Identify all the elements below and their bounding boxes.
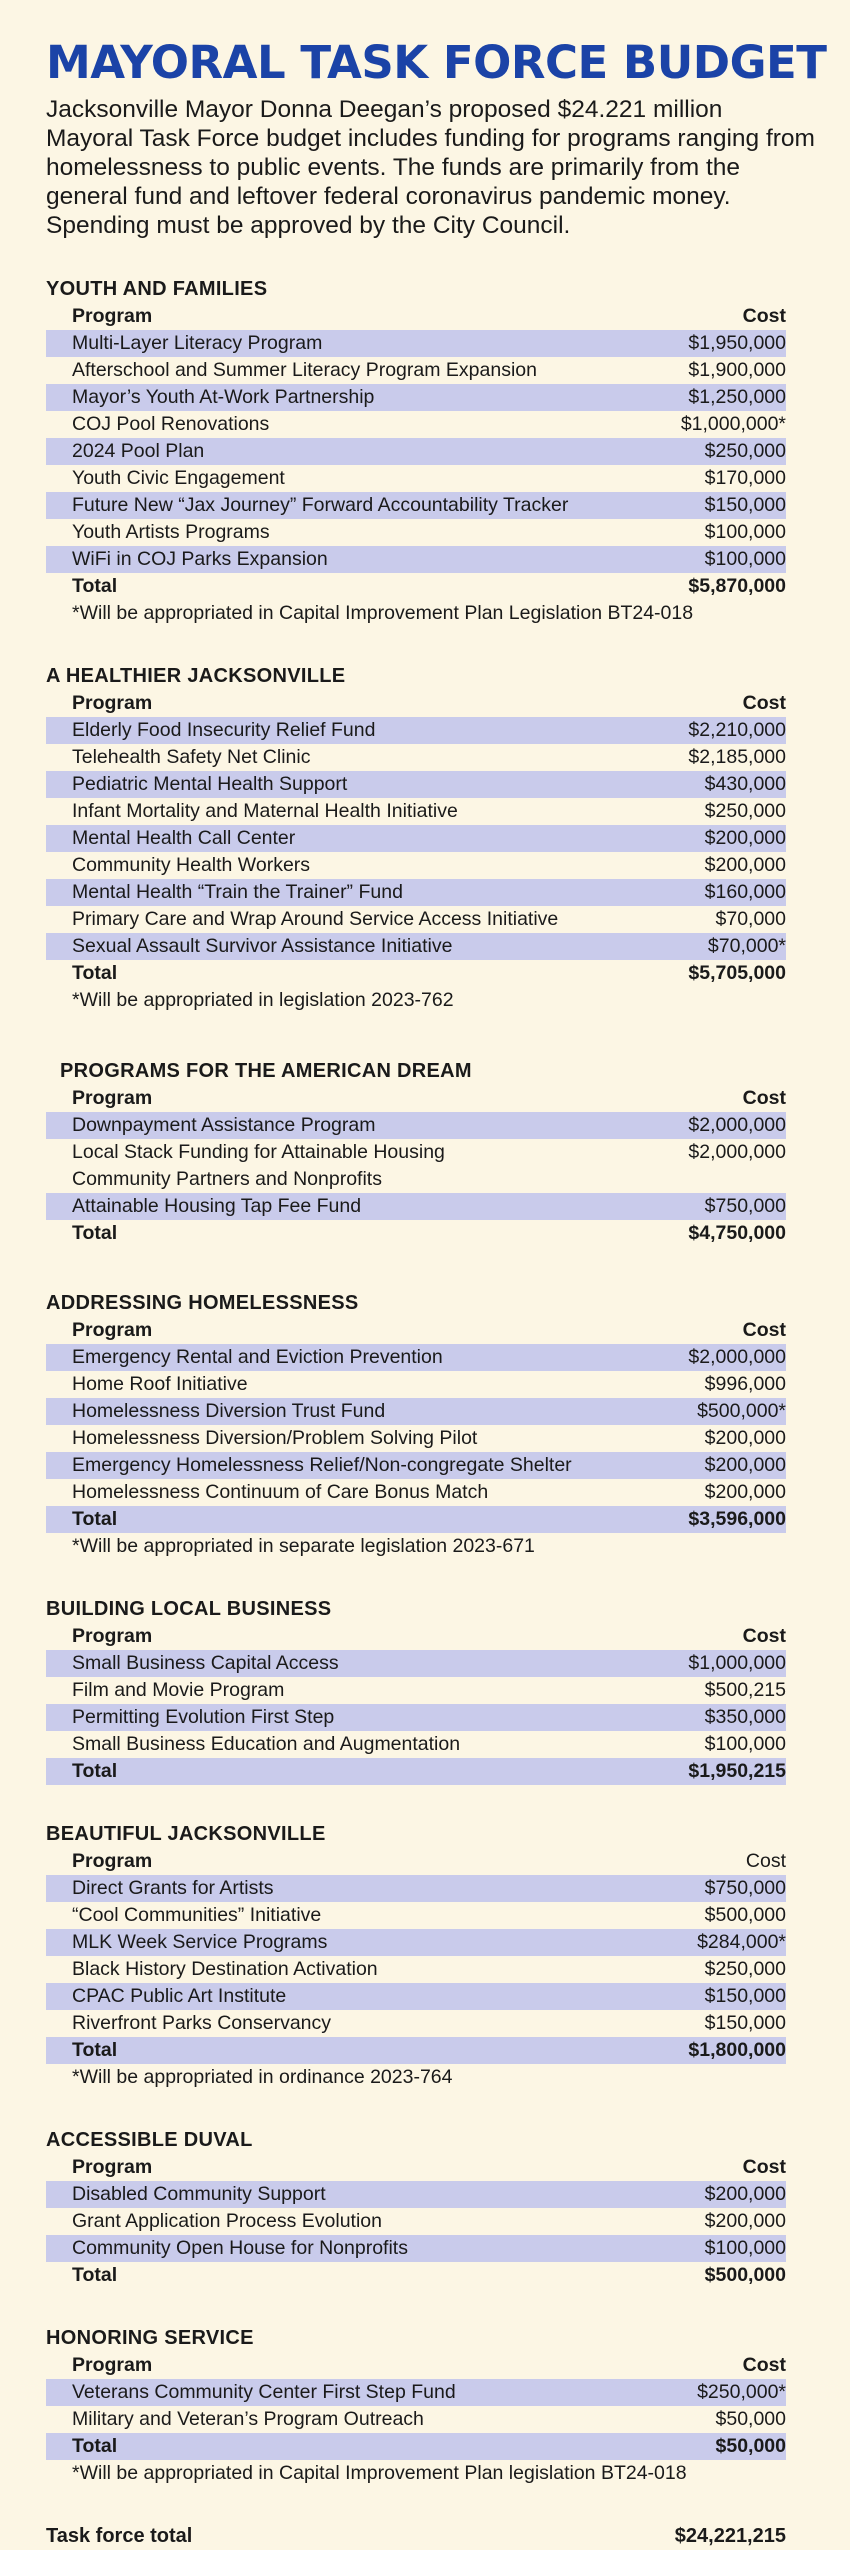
program-name: Attainable Housing Tap Fee Fund (72, 1195, 362, 1217)
budget-section (46, 1290, 808, 1560)
table-row (46, 798, 786, 825)
program-column-header: Program (72, 1850, 153, 1872)
total-value: $500,000 (704, 2264, 786, 2286)
table-row (46, 717, 786, 744)
budget-section (46, 276, 808, 627)
table-row (46, 438, 786, 465)
program-name: Military and Veteran’s Program Outreach (72, 2408, 424, 2430)
cost-column-header: Cost (742, 692, 786, 714)
program-name: “Cool Communities” Initiative (72, 1904, 322, 1926)
program-cost: $150,000 (704, 494, 786, 516)
table-row (46, 1731, 786, 1758)
program-column-header: Program (72, 692, 153, 714)
program-cost: $200,000 (704, 1481, 786, 1503)
program-name: Homelessness Diversion/Problem Solving Pilot (72, 1427, 478, 1449)
program-cost: $200,000 (704, 827, 786, 849)
table-row (46, 330, 786, 357)
total-label: Total (72, 962, 118, 984)
table-row (46, 357, 786, 384)
table-row (46, 2010, 786, 2037)
program-name: CPAC Public Art Institute (72, 1985, 287, 2007)
total-row (46, 960, 786, 987)
program-name: Youth Artists Programs (72, 521, 270, 543)
cost-column-header: Cost (742, 305, 786, 327)
total-value: $4,750,000 (688, 1222, 786, 1244)
table-header-row (46, 1085, 786, 1112)
budget-sections (44, 276, 808, 2487)
program-name: Small Business Education and Augmentation (72, 1733, 461, 1755)
total-row (46, 573, 786, 600)
grand-total-label: Task force total (46, 2525, 193, 2547)
program-cost: $1,950,000 (688, 332, 786, 354)
table-header-row (46, 303, 786, 330)
table-row (46, 1398, 786, 1425)
program-name: 2024 Pool Plan (72, 440, 205, 462)
program-name: Pediatric Mental Health Support (72, 773, 348, 795)
total-value: $1,800,000 (688, 2039, 786, 2061)
program-name: Downpayment Assistance Program (72, 1114, 376, 1136)
program-name: Primary Care and Wrap Around Service Access Initiative (72, 908, 559, 930)
table-row (46, 492, 786, 519)
program-cost: $750,000 (704, 1195, 786, 1217)
budget-section (46, 2127, 808, 2289)
program-column-header: Program (72, 305, 153, 327)
total-row (46, 1758, 786, 1785)
total-label: Total (72, 2435, 118, 2457)
program-name: Black History Destination Activation (72, 1958, 378, 1980)
program-cost: $1,000,000* (680, 413, 786, 435)
table-row (46, 465, 786, 492)
program-name: Direct Grants for Artists (72, 1877, 274, 1899)
section-title: PROGRAMS FOR THE AMERICAN DREAM (60, 1060, 472, 1082)
footnote: *Will be appropriated in Capital Improvement Plan Legislation BT24-018 (72, 602, 694, 624)
cost-column-header: Cost (742, 2354, 786, 2376)
grand-total-value: $24,221,215 (674, 2525, 786, 2547)
program-cost: $150,000 (704, 2012, 786, 2034)
cost-column-header: Cost (742, 1625, 786, 1647)
program-name: Film and Movie Program (72, 1679, 285, 1701)
total-value: $3,596,000 (688, 1508, 786, 1530)
table-row (46, 906, 786, 933)
program-column-header: Program (72, 1319, 153, 1341)
table-row (46, 825, 786, 852)
table-row (46, 1479, 786, 1506)
program-cost: $200,000 (704, 854, 786, 876)
program-cost: $200,000 (704, 1454, 786, 1476)
table-row (46, 2235, 786, 2262)
table-row (46, 411, 786, 438)
table-row (46, 744, 786, 771)
program-cost: $250,000 (704, 440, 786, 462)
program-cost: $70,000* (707, 935, 786, 957)
program-cost: $2,000,000 (688, 1141, 786, 1163)
table-header-row (46, 2352, 786, 2379)
program-name: COJ Pool Renovations (72, 413, 270, 435)
section-title: ADDRESSING HOMELESSNESS (46, 1292, 359, 1314)
program-cost: $200,000 (704, 2183, 786, 2205)
program-cost: $750,000 (704, 1877, 786, 1899)
section-title: A HEALTHIER JACKSONVILLE (46, 665, 346, 687)
program-cost: $1,250,000 (688, 386, 786, 408)
table-header-row (46, 1623, 786, 1650)
table-row (46, 1344, 786, 1371)
program-cost: $70,000 (715, 908, 786, 930)
table-row (46, 1193, 786, 1220)
total-label: Total (72, 1508, 118, 1530)
program-name: Disabled Community Support (72, 2183, 326, 2205)
program-name: Small Business Capital Access (72, 1652, 339, 1674)
table-header-row (46, 1848, 786, 1875)
program-name: Mayor’s Youth At-Work Partnership (72, 386, 375, 408)
total-row (46, 2037, 786, 2064)
program-name: Mental Health Call Center (72, 827, 296, 849)
program-cost: $250,000 (704, 1958, 786, 1980)
total-row (46, 1220, 786, 1247)
footnote: *Will be appropriated in Capital Improvement Plan legislation BT24-018 (72, 2462, 687, 2484)
table-row (46, 933, 786, 960)
table-row (46, 1929, 786, 1956)
program-name: Multi-Layer Literacy Program (72, 332, 323, 354)
program-cost: $996,000 (704, 1373, 786, 1395)
table-row (46, 1650, 786, 1677)
program-cost: $200,000 (704, 2210, 786, 2232)
intro-paragraph: Jacksonville Mayor Donna Deegan’s proposed $24.221 million Mayoral Task Force budget includes funding for programs ranging from homelessness to public events. The funds are primarily from the general fund and leftover federal coronavirus pandemic money. Spending must be approved by the City Council. (46, 96, 815, 239)
program-name: MLK Week Service Programs (72, 1931, 328, 1953)
program-column-header: Program (72, 1087, 153, 1109)
program-name: Riverfront Parks Conservancy (72, 2012, 332, 2034)
table-row (46, 1956, 786, 1983)
total-label: Total (72, 575, 118, 597)
total-row (46, 2262, 786, 2289)
program-cost: $250,000* (697, 2381, 786, 2403)
program-name: Youth Civic Engagement (72, 467, 285, 489)
cost-column-header: Cost (742, 1087, 786, 1109)
program-name: Elderly Food Insecurity Relief Fund (72, 719, 376, 741)
section-title: HONORING SERVICE (46, 2327, 254, 2349)
total-value: $5,705,000 (688, 962, 786, 984)
program-cost: $100,000 (704, 2237, 786, 2259)
program-name: Permitting Evolution First Step (72, 1706, 335, 1728)
section-title: YOUTH AND FAMILIES (46, 278, 268, 300)
program-cost: $500,000 (704, 1904, 786, 1926)
program-cost: $250,000 (704, 800, 786, 822)
program-cost: $430,000 (704, 773, 786, 795)
table-row (46, 1902, 786, 1929)
table-row (46, 384, 786, 411)
table-row (46, 2181, 786, 2208)
table-header-row (46, 2154, 786, 2181)
table-row (46, 2208, 786, 2235)
program-cost: $100,000 (704, 1733, 786, 1755)
total-value: $5,870,000 (688, 575, 786, 597)
budget-section (46, 2325, 808, 2487)
table-row (46, 1983, 786, 2010)
program-cost: $50,000 (715, 2408, 786, 2430)
page-title: MAYORAL TASK FORCE BUDGET (46, 36, 827, 89)
table-row (46, 1452, 786, 1479)
program-name: Telehealth Safety Net Clinic (72, 746, 311, 768)
total-value: $50,000 (715, 2435, 786, 2457)
table-row (46, 852, 786, 879)
total-value: $1,950,215 (688, 1760, 786, 1782)
table-row (46, 2379, 786, 2406)
budget-section (46, 1821, 808, 2091)
program-cost: $500,215 (704, 1679, 786, 1701)
table-header-row (46, 1317, 786, 1344)
program-column-header: Program (72, 2156, 153, 2178)
cost-column-header: Cost (745, 1850, 786, 1872)
total-label: Total (72, 1760, 118, 1782)
budget-section (46, 1596, 808, 1785)
table-row (46, 771, 786, 798)
budget-section (46, 1058, 808, 1247)
program-name: Community Open House for Nonprofits (72, 2237, 408, 2259)
cost-column-header: Cost (742, 2156, 786, 2178)
section-title: BUILDING LOCAL BUSINESS (46, 1598, 332, 1620)
program-name: Future New “Jax Journey” Forward Accountability Tracker (72, 494, 569, 516)
program-name: Emergency Rental and Eviction Prevention (72, 1346, 443, 1368)
program-name: Community Health Workers (72, 854, 311, 876)
total-row (46, 1506, 786, 1533)
program-name: Local Stack Funding for Attainable Housing Community Partners and Nonprofits (72, 1141, 445, 1190)
program-column-header: Program (72, 1625, 153, 1647)
program-cost: $100,000 (704, 548, 786, 570)
total-row (46, 2433, 786, 2460)
program-name: Afterschool and Summer Literacy Program Expansion (72, 359, 537, 381)
program-name: Infant Mortality and Maternal Health Initiative (72, 800, 458, 822)
program-name: WiFi in COJ Parks Expansion (72, 548, 328, 570)
program-name: Sexual Assault Survivor Assistance Initiative (72, 935, 453, 957)
section-title: BEAUTIFUL JACKSONVILLE (46, 1823, 326, 1845)
footnote: *Will be appropriated in ordinance 2023-764 (72, 2066, 453, 2088)
total-label: Total (72, 1222, 118, 1244)
program-cost: $100,000 (704, 521, 786, 543)
table-row (46, 1704, 786, 1731)
table-row (46, 546, 786, 573)
program-cost: $350,000 (704, 1706, 786, 1728)
program-cost: $150,000 (704, 1985, 786, 2007)
table-row (46, 1112, 786, 1139)
footnote: *Will be appropriated in legislation 2023-762 (72, 989, 454, 1011)
table-row (46, 1875, 786, 1902)
cost-column-header: Cost (742, 1319, 786, 1341)
program-cost: $160,000 (704, 881, 786, 903)
program-name: Mental Health “Train the Trainer” Fund (72, 881, 403, 903)
program-cost: $200,000 (704, 1427, 786, 1449)
program-cost: $500,000* (697, 1400, 786, 1422)
program-name: Veterans Community Center First Step Fund (72, 2381, 456, 2403)
program-cost: $170,000 (704, 467, 786, 489)
section-title: ACCESSIBLE DUVAL (46, 2129, 253, 2151)
table-row (46, 1371, 786, 1398)
program-name: Homelessness Continuum of Care Bonus Match (72, 1481, 489, 1503)
program-cost: $2,185,000 (688, 746, 786, 768)
table-row (46, 1677, 786, 1704)
program-name: Grant Application Process Evolution (72, 2210, 383, 2232)
table-header-row (46, 690, 786, 717)
grand-total-row (46, 2523, 786, 2550)
program-cost: $2,210,000 (688, 719, 786, 741)
program-column-header: Program (72, 2354, 153, 2376)
footnote: *Will be appropriated in separate legislation 2023-671 (72, 1535, 535, 1557)
table-row (46, 1139, 786, 1193)
table-row (46, 2406, 786, 2433)
total-label: Total (72, 2039, 118, 2061)
program-cost: $2,000,000 (688, 1114, 786, 1136)
program-name: Emergency Homelessness Relief/Non-congregate Shelter (72, 1454, 572, 1476)
budget-section (46, 663, 808, 1014)
program-cost: $2,000,000 (688, 1346, 786, 1368)
table-row (46, 1425, 786, 1452)
table-row (46, 879, 786, 906)
program-name: Home Roof Initiative (72, 1373, 248, 1395)
program-cost: $1,900,000 (688, 359, 786, 381)
program-cost: $1,000,000 (688, 1652, 786, 1674)
table-row (46, 519, 786, 546)
total-label: Total (72, 2264, 118, 2286)
program-cost: $284,000* (697, 1931, 786, 1953)
program-name: Homelessness Diversion Trust Fund (72, 1400, 386, 1422)
